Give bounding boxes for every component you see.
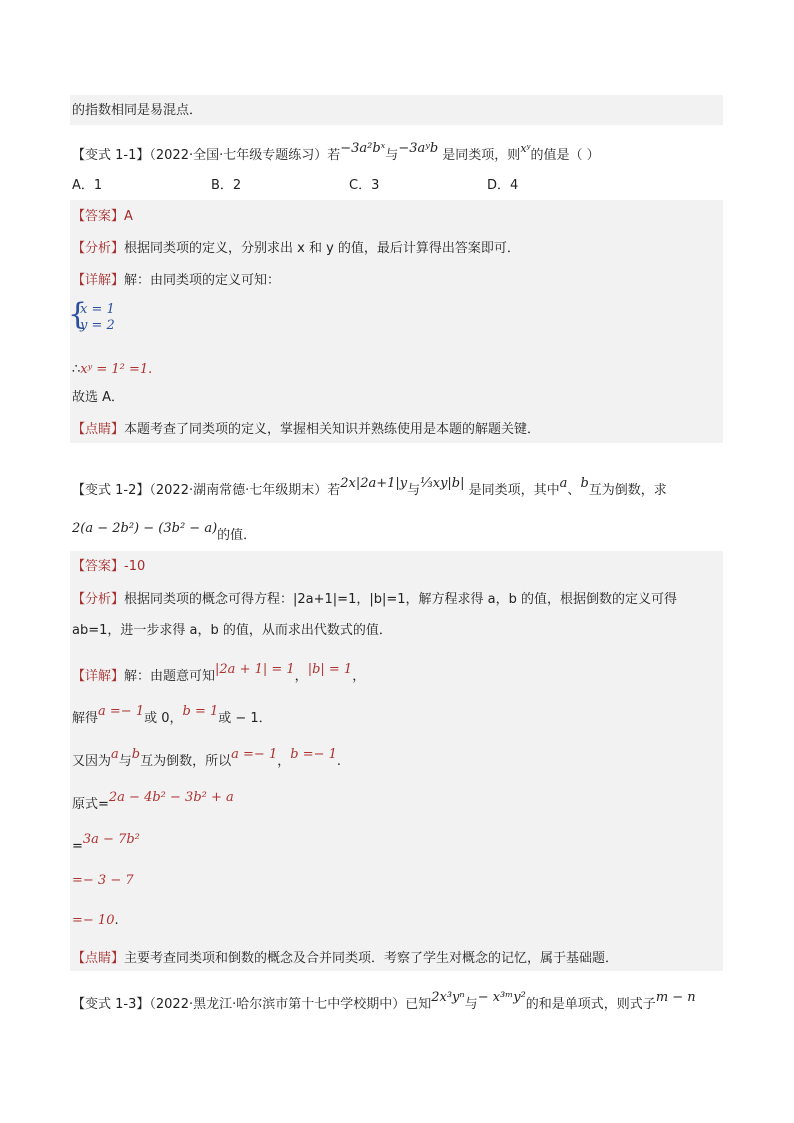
conj-text: 与	[385, 148, 399, 163]
math-var: a	[111, 747, 119, 762]
math-expr: 2a − 4b² − 3b² + a	[108, 790, 234, 805]
math-var: b	[580, 476, 589, 491]
comment-line	[72, 421, 540, 439]
math-expr: a =− 1	[231, 747, 278, 762]
comment-text: 本题考查了同类项的定义，掌握相关知识并熟练使用是本题的解题关键．	[124, 422, 541, 437]
conj-text: 与	[464, 997, 478, 1012]
question-source: （2022·全国·七年级专题练习）若	[149, 148, 341, 163]
math-expr: m − n	[655, 990, 696, 1005]
detail-label: 【详解】	[72, 669, 125, 684]
original-expr-line	[72, 790, 234, 814]
detail-text: 解：由同类项的定义可知：	[124, 273, 281, 288]
sep-text: 、	[567, 483, 581, 498]
math-var: b	[131, 747, 141, 762]
analysis-label: 【分析】	[72, 241, 125, 256]
variant-1-2-question-line2	[72, 521, 257, 545]
reciprocal-line: 又因为a与b互为倒数，所以a =− 1，b =− 1.	[72, 747, 342, 769]
sep-text: ，	[277, 754, 291, 769]
math-expr: 2(a − 2b²) − (3b² − a)	[72, 521, 218, 536]
question-source: （2022·黑龙江·哈尔滨市第十七中学校期中）已知	[149, 997, 432, 1012]
answer-value: -10	[124, 559, 146, 574]
math-expr: 3a − 7b²	[82, 832, 140, 847]
conj-text: 与	[407, 483, 421, 498]
question-source: （2022·湖南常德·七年级期末）若	[149, 483, 341, 498]
variant-1-1-question	[72, 141, 600, 165]
solve-text: 或 − 1．	[218, 711, 272, 726]
math-expr: a =− 1	[98, 704, 145, 719]
answer-line	[72, 208, 133, 226]
comment-line	[72, 950, 618, 968]
variant-tag: 【变式 1-2】	[72, 483, 150, 498]
intro-tail-text: 的指数相同是易混点．	[72, 103, 203, 118]
therefore-line	[72, 361, 152, 379]
comment-label: 【点睛】	[72, 422, 125, 437]
option-c: C．3	[349, 178, 380, 193]
step-4-line: =− 10.	[72, 913, 119, 928]
analysis-line	[72, 240, 520, 258]
math-expr: |2a + 1| = 1	[215, 662, 295, 677]
solve-text: 解得	[72, 711, 99, 726]
step-2-line: =3a − 7b²	[72, 832, 140, 854]
analysis-text: 根据同类项的定义，分别求出 x 和 y 的值，最后计算得出答案即可．	[124, 241, 520, 256]
system-eq-2: y = 2	[80, 318, 115, 333]
system-brace: {	[68, 297, 88, 332]
detail-label: 【详解】	[72, 273, 125, 288]
recip-text: 互为倒数，所以	[140, 754, 232, 769]
math-expr: |b| = 1	[307, 662, 353, 677]
math-expr: xʸ = 1² =1.	[80, 362, 153, 377]
math-expr: xʸ	[520, 142, 531, 155]
variant-tag: 【变式 1-3】	[72, 997, 150, 1012]
solve-line	[72, 704, 272, 728]
math-expr: ⅓xy|b|	[420, 476, 465, 491]
math-expr: −3a²bˣ	[340, 141, 386, 156]
detail-line	[72, 662, 366, 686]
analysis-line-2: ab=1，进一步求得 a，b 的值，从而求出代数式的值．	[72, 623, 392, 638]
therefore-symbol: ∴	[72, 362, 81, 377]
math-var: a	[559, 476, 568, 491]
recip-text: 与	[118, 754, 132, 769]
math-expr: =− 10	[72, 913, 115, 928]
option-d: D．4	[487, 178, 519, 193]
option-a: A．1	[72, 178, 103, 193]
question-text: 的和是单项式，则式子	[525, 997, 656, 1012]
variant-1-3-question	[72, 990, 696, 1014]
answer-line	[72, 558, 145, 576]
question-text: 是同类项，其中	[464, 483, 560, 498]
variant-tag: 【变式 1-1】	[72, 148, 150, 163]
detail-line	[72, 272, 280, 290]
math-expr: −3aʸb	[398, 141, 439, 156]
math-expr: b = 1	[182, 704, 219, 719]
math-expr: 2x³yⁿ	[431, 990, 465, 1005]
system-eq-1: x = 1	[80, 302, 115, 317]
comment-text: 主要考查同类项和倒数的概念及合并同类项．考察了学生对概念的记忆，属于基础题．	[124, 951, 619, 966]
question-text: 是同类项，则	[438, 148, 521, 163]
choose-line: 故选 A．	[72, 390, 125, 405]
analysis-text: 根据同类项的概念可得方程：|2a+1|=1，|b|=1，解方程求得 a，b 的值，根据倒数的定义可得	[124, 592, 677, 607]
recip-text: 又因为	[72, 754, 112, 769]
answer-value: A	[124, 209, 133, 224]
option-b: B．2	[211, 178, 242, 193]
detail-text: 解：由题意可知	[124, 669, 216, 684]
question-text: 互为倒数，求	[588, 483, 667, 498]
analysis-label: 【分析】	[72, 592, 125, 607]
sep-text: ，	[294, 669, 308, 684]
question-text: 的值．	[217, 528, 257, 543]
analysis-line	[72, 591, 677, 609]
solve-text: 或 0，	[144, 711, 183, 726]
solution-shade-1-1	[70, 200, 723, 443]
orig-label: 原式=	[72, 797, 109, 812]
sep-text: ，	[352, 669, 366, 684]
math-expr: − x³ᵐy²	[477, 990, 526, 1005]
variant-1-2-question	[72, 476, 667, 500]
answer-label: 【答案】	[72, 209, 125, 224]
math-expr: 2x|2a+1|y	[340, 476, 408, 491]
comment-label: 【点睛】	[72, 951, 125, 966]
math-expr: b =− 1	[290, 747, 337, 762]
answer-label: 【答案】	[72, 559, 125, 574]
question-text: 的值是（ ）	[530, 148, 600, 163]
step-3-line: =− 3 − 7	[72, 873, 134, 888]
